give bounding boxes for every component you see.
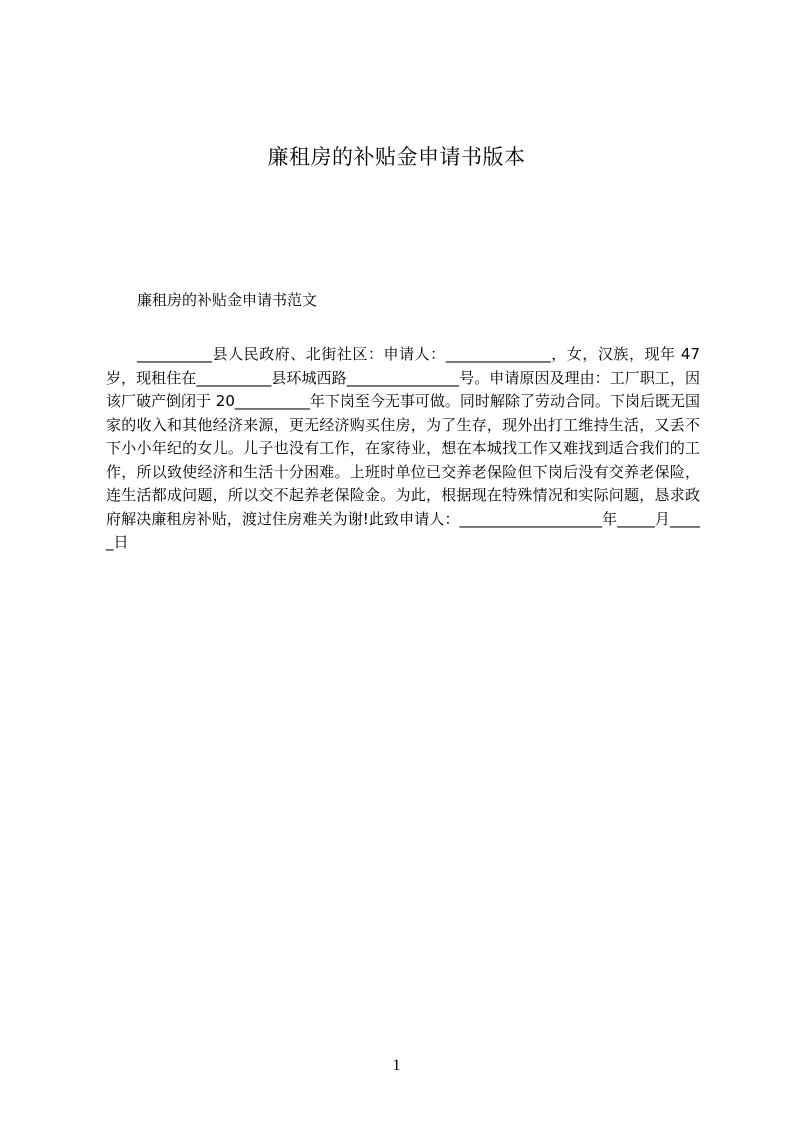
document-subtitle: 廉租房的补贴金申请书范文 — [137, 291, 318, 309]
document-title: 廉租房的补贴金申请书版本 — [267, 145, 526, 169]
document-body-paragraph: __________县人民政府、北街社区：申请人：______________，女，汉族，现年 47 岁，现租住在__________县环城西路_______________号。申请原因及理由：工厂职工，因该厂破产倒闭于 20__________年下岗至今无事可做。同时解除了劳动合同。下岗后既无国家的收入和其他经济来源，更无经济购买住房，为了生存，现外出打工维持生活，又丢不下小小年纪的女儿。儿子也没有工作，在家待业，想在本城找工作又难找到适合我们的工作，所以致使经济和生活十分困难。上班时单位已交养老保险但下岗后没有交养老保险，连生活都成问题，所以交不起养老保险金。为此，根据现在特殊情况和实际问题，恳求政府解决廉租房补贴，渡过住房难关为谢!此致申请人：___________________年_____月_____日 — [106, 345, 700, 551]
page-number: 1 — [392, 1057, 401, 1074]
